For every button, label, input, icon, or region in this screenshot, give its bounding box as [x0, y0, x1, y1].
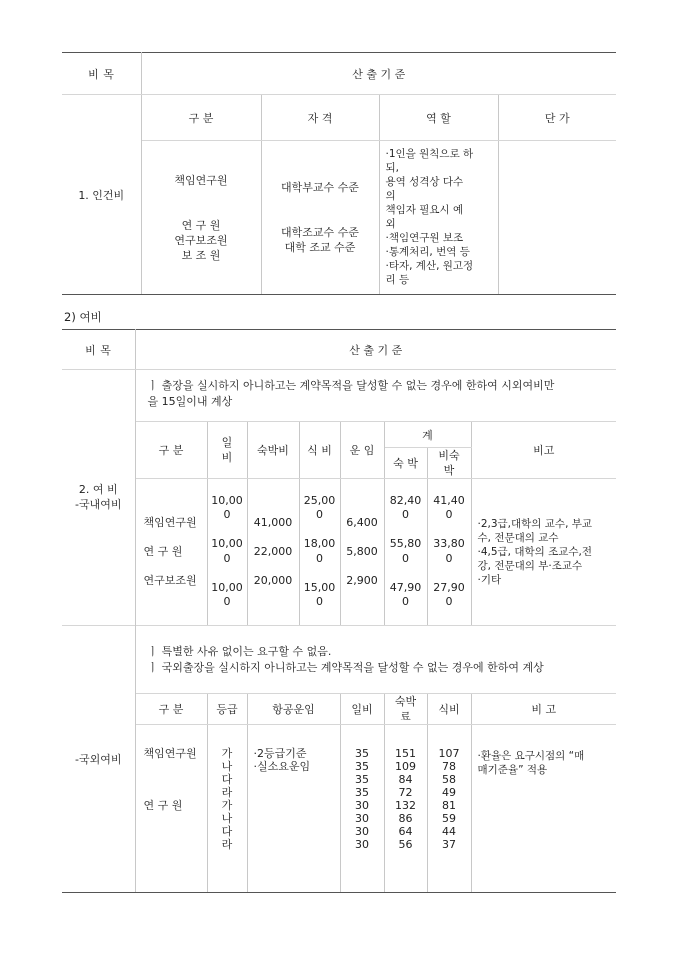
intl-header-remarks: 비 고 — [471, 693, 616, 724]
intl-header-airfare: 항공운임 — [247, 693, 340, 724]
dom-header-total-nolodging: 비숙 박 — [427, 448, 471, 479]
dom-total-lodging-values: 82,40 0 55,80 0 47,90 0 — [384, 479, 427, 625]
document-page — [62, 52, 616, 893]
header-item: 비 목 — [62, 53, 141, 95]
travel-header-item: 비 목 — [62, 330, 135, 370]
dom-lodging-values: 41,000 22,000 20,000 — [247, 479, 299, 625]
personnel-cost-table — [62, 52, 616, 295]
subheader-gubun: 구 분 — [141, 95, 261, 141]
intl-meal-values: 107 78 58 49 81 59 44 37 — [427, 724, 471, 892]
dom-header-gubun: 구 분 — [135, 422, 207, 479]
dom-total-nolodging-values: 41,40 0 33,80 0 27,90 0 — [427, 479, 471, 625]
international-note: ㅣ 특별한 사유 없이는 요구할 수 없음. ㅣ 국외출장을 실시하지 아니하고는 계약목적을 달성할 수 없는 경우에 한하여 계상 — [135, 625, 616, 693]
intl-grades: 가 나 다 라 가 나 다 라 — [207, 724, 247, 892]
personnel-roles: 책임연구원 연 구 원 연구보조원 보 조 원 — [141, 141, 261, 295]
dom-remarks: ·2,3급,대학의 교수, 부교 수, 전문대의 교수 ·4,5급, 대학의 조교수,전 강, 전문대의 부·조교수 ·기타 — [477, 517, 593, 586]
subheader-role: 역 할 — [379, 95, 498, 141]
intl-daily-values: 35 35 35 35 30 30 30 30 — [340, 724, 384, 892]
intl-header-gubun: 구 분 — [135, 693, 207, 724]
dom-roles: 책임연구원 연 구 원 연구보조원 — [135, 479, 207, 625]
intl-remarks: ·환율은 요구시점의 “매 매기준율” 적용 — [471, 724, 616, 892]
intl-roles: 책임연구원 연 구 원 — [135, 724, 207, 892]
intl-header-grade: 등급 — [207, 693, 247, 724]
dom-daily-values: 10,00 0 10,00 0 10,00 0 — [207, 479, 247, 625]
intl-airfare: ·2등급기준 ·실소요운임 — [247, 724, 340, 892]
dom-header-total-lodging: 숙 박 — [384, 448, 427, 479]
header-basis: 산 출 기 준 — [141, 53, 616, 95]
personnel-unit-price — [498, 141, 616, 295]
domestic-note: ㅣ 출장을 실시하지 아니하고는 계약목적을 달성할 수 없는 경우에 한하여 시외여비만 을 15일이내 계상 — [135, 370, 616, 422]
intl-lodging-values: 151 109 84 72 132 86 64 56 — [384, 724, 427, 892]
dom-header-remarks: 비고 — [471, 422, 616, 479]
dom-header-meal: 식 비 — [299, 422, 340, 479]
intl-header-meal: 식비 — [427, 693, 471, 724]
dom-header-total: 계 — [384, 422, 471, 448]
row-label-personnel: 1. 인건비 — [62, 95, 141, 295]
dom-meal-values: 25,00 0 18,00 0 15,00 0 — [299, 479, 340, 625]
section-title-travel: 2) 여비 — [64, 310, 102, 324]
subheader-unit-price: 단 가 — [498, 95, 616, 141]
row-label-international: -국외여비 — [62, 625, 135, 892]
personnel-qualifications: 대학부교수 수준 대학조교수 수준 대학 조교 수준 — [261, 141, 379, 295]
travel-header-basis: 산 출 기 준 — [135, 330, 616, 370]
travel-cost-table — [62, 329, 616, 893]
intl-header-lodging: 숙박 료 — [384, 693, 427, 724]
dom-header-lodging: 숙박비 — [247, 422, 299, 479]
intl-header-daily: 일비 — [340, 693, 384, 724]
row-label-domestic: 2. 여 비 -국내여비 — [62, 370, 135, 626]
dom-header-fare: 운 임 — [340, 422, 384, 479]
subheader-qualification: 자 격 — [261, 95, 379, 141]
personnel-duties: ·1인을 원칙으로 하 되, 용역 성격상 다수 의 책임자 필요시 예 외 ·책임연구원 보조 ·통계처리, 번역 등 ·타자, 계산, 원고정 리 등 — [379, 141, 498, 295]
dom-fare-values: 6,400 5,800 2,900 — [340, 479, 384, 625]
dom-header-daily: 일 비 — [207, 422, 247, 479]
